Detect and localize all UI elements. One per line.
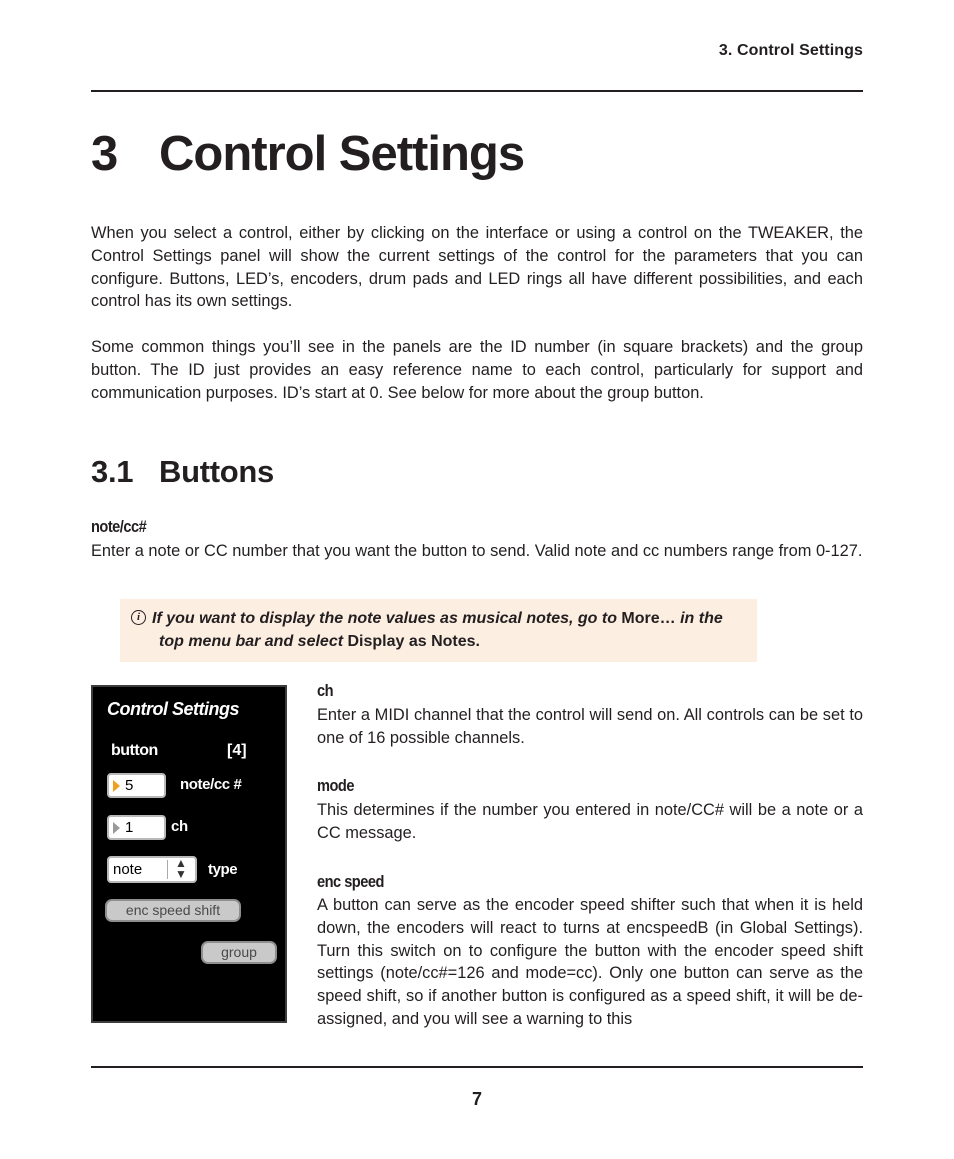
type-label: type — [208, 861, 238, 878]
control-id: [4] — [227, 742, 247, 759]
type-select-value: note — [113, 861, 143, 878]
term-ch: ch — [317, 681, 334, 700]
note-line-2 — [152, 630, 752, 653]
note-text-part: If you want to display the note values as musical notes, go to — [152, 610, 622, 627]
ch-value: 1 — [125, 819, 134, 836]
info-circle-icon: i — [131, 610, 146, 625]
note-menu-display-as-notes: Display as Notes. — [347, 633, 480, 650]
note-cc-number-box[interactable] — [107, 773, 166, 798]
note-text-part: in the — [675, 610, 723, 627]
note-cc-value: 5 — [125, 777, 134, 794]
section-title-text: Buttons — [159, 454, 274, 489]
chapter-number: 3 — [91, 127, 118, 181]
chapter-title — [91, 124, 524, 184]
definition-ch: Enter a MIDI channel that the control will send on. All controls can be set to one of 16 possible channels. — [317, 706, 863, 747]
note-cc-label: note/cc # — [180, 776, 242, 793]
page-number: 7 — [471, 1089, 482, 1109]
control-type-label: button — [111, 742, 158, 759]
definition-note-cc: Enter a note or CC number that you want the button to send. Valid note and cc numbers range from 0-127. — [91, 542, 863, 560]
panel-title: Control Settings — [107, 699, 239, 719]
definition-mode: This determines if the number you entered in note/CC# will be a note or a CC message. — [317, 801, 863, 842]
number-triangle-icon — [113, 822, 120, 834]
chapter-title-text: Control Settings — [159, 127, 525, 181]
definition-enc-speed: A button can serve as the encoder speed shifter such that when it is held down, the encoders will react to turns at encspeedB (in Global Settings). Turn this switch on to configure the button with the encoder speed shift settings (note/cc#=126 and mode=cc). Only one button can serve as the speed shift, so if another button is configured as a speed shift, it will be de-assigned, and you will see a warning to this — [317, 896, 863, 1028]
footer-rule — [91, 1066, 863, 1068]
control-settings-panel — [91, 685, 287, 1023]
group-button[interactable]: group — [201, 941, 277, 964]
select-separator — [167, 860, 168, 879]
section-number: 3.1 — [91, 454, 134, 489]
ch-label: ch — [171, 818, 188, 835]
term-note-cc: note/cc# — [91, 517, 147, 536]
note-text-part: top menu bar and select — [159, 633, 348, 650]
type-select[interactable] — [107, 856, 197, 883]
updown-arrows-icon: ▲ ▼ — [175, 856, 187, 881]
note-menu-more: More… — [621, 610, 676, 627]
section-title — [91, 452, 274, 492]
intro-paragraph-2: Some common things you’ll see in the panels are the ID number (in square brackets) and the group button. The ID just provides an easy reference name to each control, particularly for support and communication purposes. ID’s start at 0. See below for more about the group button. — [91, 338, 863, 402]
number-triangle-icon — [113, 780, 120, 792]
term-enc-speed: enc speed — [317, 872, 384, 891]
header-rule — [91, 90, 863, 92]
enc-speed-shift-toggle[interactable]: enc speed shift — [105, 899, 241, 922]
running-header: 3. Control Settings — [718, 42, 863, 59]
term-mode: mode — [317, 776, 354, 795]
note-text — [152, 607, 752, 653]
note-box — [120, 599, 757, 662]
ch-number-box[interactable] — [107, 815, 166, 840]
intro-paragraph-1: When you select a control, either by clicking on the interface or using a control on the TWEAKER, the Control Settings panel will show the current settings of the control for the parameters that you can configure. Buttons, LED’s, encoders, drum pads and LED rings all have different possibilities, and each control has its own settings. — [91, 224, 863, 311]
